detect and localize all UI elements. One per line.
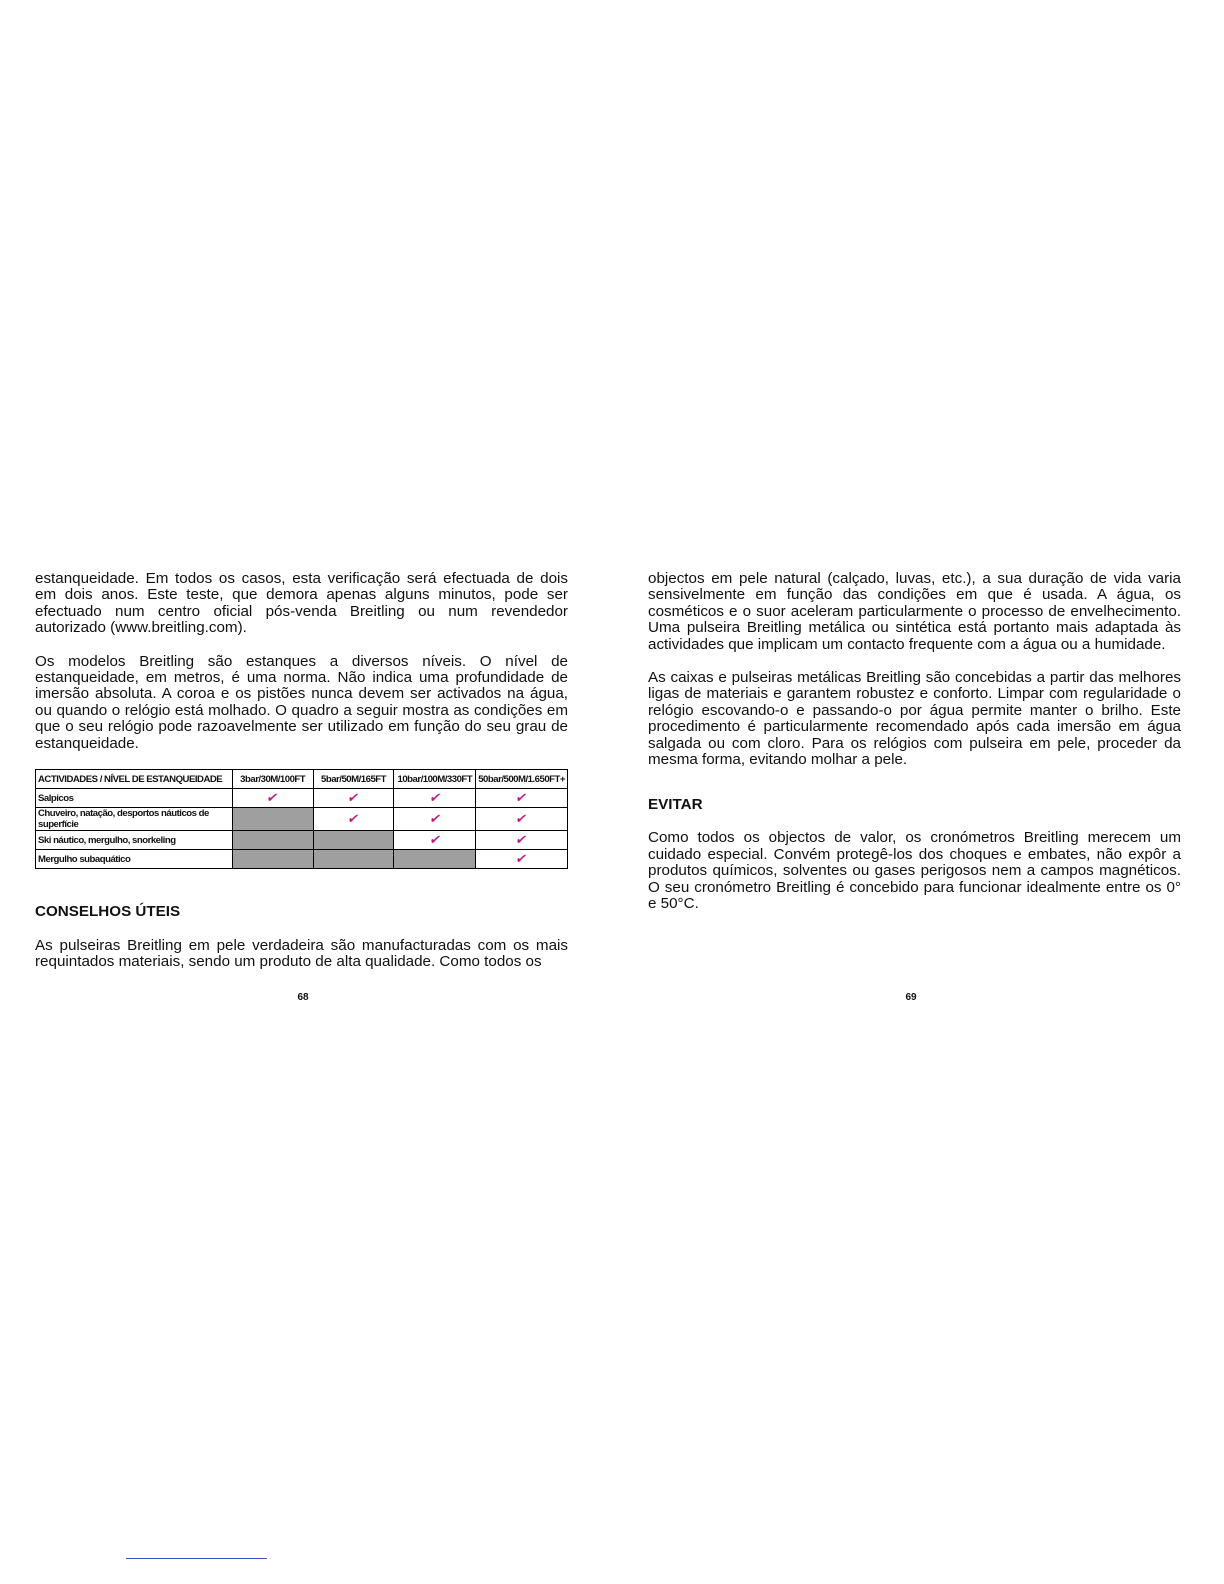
table-header: 50bar/500M/1.650FT+ bbox=[476, 770, 568, 789]
shaded-cell bbox=[313, 850, 394, 869]
paragraph: As pulseiras Breitling em pele verdadeira são manufacturadas com os mais requintados materiais, sendo um produto de alta qualidade. Como todos os bbox=[35, 937, 568, 971]
table-row bbox=[36, 808, 568, 831]
table-cell bbox=[476, 789, 568, 808]
page-number: 69 bbox=[905, 992, 917, 1003]
shaded-cell bbox=[313, 831, 394, 850]
table-cell bbox=[232, 789, 313, 808]
shaded-cell bbox=[232, 808, 313, 831]
check-icon: ✔ bbox=[514, 832, 529, 848]
section-title: CONSELHOS ÚTEIS bbox=[35, 903, 181, 921]
activity-label: Ski náutico, mergulho, snorkeling bbox=[36, 831, 233, 850]
right-page bbox=[612, 0, 1224, 1584]
activity-label: Salpicos bbox=[36, 789, 233, 808]
paragraph: Como todos os objectos de valor, os cronómetros Breitling merecem um cuidado especial. Convém protegê-los dos choques e embates, não expôr a produtos químicos, solventes ou gases perigosos nem a campos magnéticos. O seu cronómetro Breitling é concebido para funcionar idealmente entre os 0° e 50°C. bbox=[648, 829, 1181, 913]
table-cell bbox=[394, 789, 476, 808]
page-number: 68 bbox=[297, 992, 309, 1003]
shaded-cell bbox=[394, 850, 476, 869]
table-cell bbox=[476, 831, 568, 850]
activity-label: Mergulho subaquático bbox=[36, 850, 233, 869]
table-cell bbox=[394, 808, 476, 831]
left-column bbox=[35, 571, 568, 988]
check-icon: ✔ bbox=[428, 811, 442, 827]
right-column bbox=[648, 571, 1181, 930]
table-header-row bbox=[36, 770, 568, 789]
check-icon: ✔ bbox=[428, 832, 442, 848]
check-icon: ✔ bbox=[346, 811, 361, 827]
divider-line bbox=[126, 1558, 267, 1559]
table-cell bbox=[394, 831, 476, 850]
check-icon: ✔ bbox=[514, 811, 529, 827]
table-header: 3bar/30M/100FT bbox=[232, 770, 313, 789]
table-header: ACTIVIDADES / NÍVEL DE ESTANQUEIDADE bbox=[36, 770, 233, 789]
shaded-cell bbox=[232, 850, 313, 869]
check-icon: ✔ bbox=[428, 790, 442, 806]
check-icon: ✔ bbox=[346, 790, 361, 806]
table-row bbox=[36, 831, 568, 850]
table-cell bbox=[476, 850, 568, 869]
paragraph: estanqueidade. Em todos os casos, esta verificação será efectuada de dois em dois anos. Este teste, que demora apenas alguns minutos, pode ser efectuado num centro oficial pós-venda Breitling ou num revendedor autorizado (www.breitling.com). bbox=[35, 570, 568, 637]
table-cell bbox=[313, 808, 394, 831]
water-resistance-table bbox=[35, 769, 568, 869]
table-row bbox=[36, 789, 568, 808]
check-icon: ✔ bbox=[265, 790, 280, 806]
check-icon: ✔ bbox=[514, 790, 529, 806]
paragraph: objectos em pele natural (calçado, luvas, etc.), a sua duração de vida varia sensivelmente em função das condições em que é usada. A água, os cosméticos e o suor aceleram particularmente o processo de envelhecimento. Uma pulseira Breitling metálica ou sintética está portanto mais adaptada às actividades que implicam um contacto frequente com a água ou a humidade. bbox=[648, 570, 1181, 653]
table-cell bbox=[476, 808, 568, 831]
paragraph: As caixas e pulseiras metálicas Breitling são concebidas a partir das melhores ligas de materiais e garantem robustez e conforto. Limpar com regularidade o relógio escovando-o e passando-o por água permite manter o brilho. Este procedimento é particularmente recomendado após cada imersão em água salgada ou com cloro. Para os relógios com pulseira em pele, proceder da mesma forma, evitando molhar a pele. bbox=[648, 669, 1181, 769]
check-icon: ✔ bbox=[514, 851, 529, 867]
activity-label: Chuveiro, natação, desportos náuticos de superfície bbox=[36, 808, 233, 831]
table-header: 5bar/50M/165FT bbox=[313, 770, 394, 789]
table-row bbox=[36, 850, 568, 869]
table-cell bbox=[313, 789, 394, 808]
shaded-cell bbox=[232, 831, 313, 850]
paragraph: Os modelos Breitling são estanques a diversos níveis. O nível de estanqueidade, em metros, é uma norma. Não indica uma profundidade de imersão absoluta. A coroa e os pistões nunca devem ser activados na água, ou quando o relógio está molhado. O quadro a seguir mostra as condições em que o seu relógio pode razoavelmente ser utilizado em função do seu grau de estanqueidade. bbox=[35, 652, 568, 752]
section-title: EVITAR bbox=[648, 796, 703, 814]
table-header: 10bar/100M/330FT bbox=[394, 770, 476, 789]
